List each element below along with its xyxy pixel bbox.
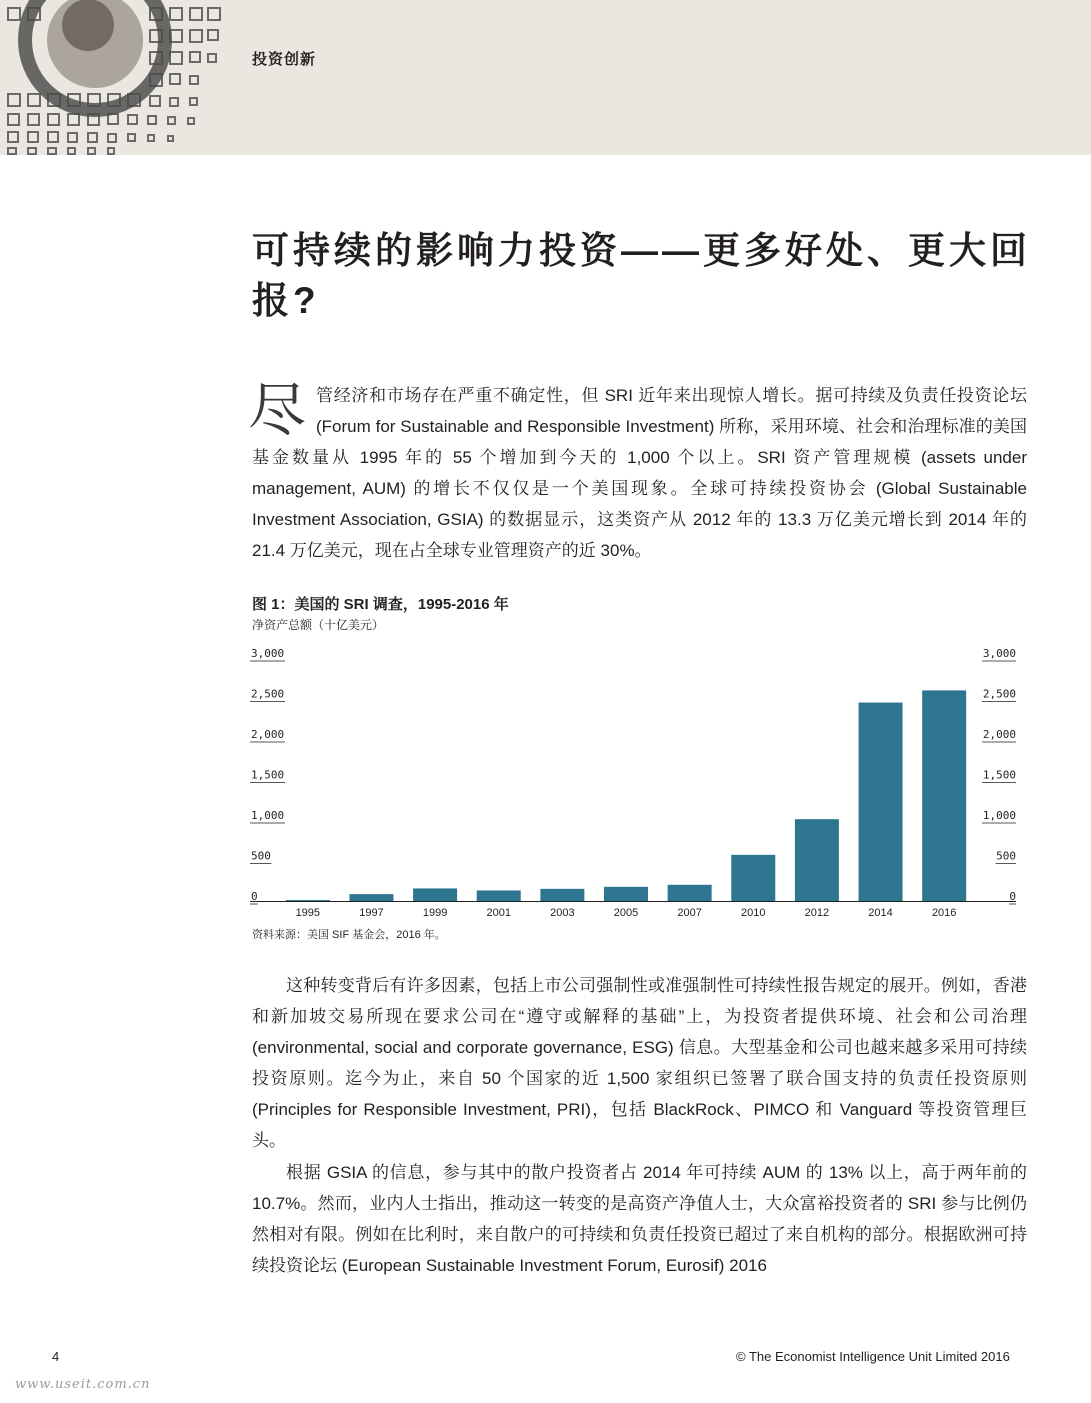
bar-2010 — [731, 855, 775, 901]
x-tick-label-1995: 1995 — [295, 907, 321, 919]
bar-2005 — [604, 887, 648, 901]
y-tick-label-right: 2,500 — [982, 687, 1016, 701]
copyright-notice: © The Economist Intelligence Unit Limited 2016 — [736, 1349, 1010, 1364]
y-tick-label-right: 1,500 — [982, 768, 1016, 782]
bar-1995 — [286, 900, 330, 901]
x-tick-label-2010: 2010 — [741, 907, 766, 919]
bar-2014 — [859, 703, 903, 901]
bar-2012 — [795, 819, 839, 901]
y-tick-label-left: 1,500 — [251, 768, 285, 782]
x-tick-label-2003: 2003 — [550, 907, 575, 919]
section-label: 投资创新 — [252, 51, 317, 68]
bar-1999 — [413, 888, 457, 901]
bar-2007 — [668, 885, 712, 901]
y-tick-label-right: 3,000 — [982, 647, 1016, 660]
x-tick-label-2001: 2001 — [486, 907, 511, 919]
article-title: 可持续的影响力投资——更多好处、更大回报? — [252, 230, 1031, 321]
watermark: www.useit.com.cn — [15, 1377, 151, 1392]
x-tick-label-2005: 2005 — [613, 907, 639, 919]
sri-bar-chart — [240, 640, 1030, 925]
bar-2001 — [477, 890, 521, 901]
x-tick-label-2014: 2014 — [868, 907, 893, 919]
y-tick-label-left: 0 — [251, 890, 258, 903]
bar-2016 — [922, 690, 966, 901]
y-tick-label-right: 500 — [996, 849, 1016, 863]
x-tick-label-2016: 2016 — [931, 907, 957, 919]
body-paragraph-2: 这种转变背后有许多因素，包括上市公司强制性或准强制性可持续性报告规定的展开。例如，香港和新加坡交易所现在要求公司在“遵守或解释的基础”上，为投资者提供环境、社会和公司治理 (environmental, social and corporate governance, ESG) 信息。大型基金和公司也越来越多采用可持续投资原则。迄今为止，来自 50 个国家的近 1,500 家组织已签署了联合国支持的负责任投资原则 (Principles for Responsible Investment, PRI)，包括 BlackRock、PIMCO 和 Vanguard 等投资管理巨头。 — [252, 976, 1027, 1150]
bar-2003 — [540, 889, 584, 901]
x-tick-label-1999: 1999 — [422, 907, 448, 919]
bar-1997 — [349, 894, 393, 901]
x-tick-label-2012: 2012 — [804, 907, 830, 919]
dropcap: 尽 — [248, 378, 307, 443]
intro-paragraph — [248, 378, 1027, 566]
page-number: 4 — [52, 1349, 60, 1364]
y-tick-label-left: 2,000 — [251, 728, 285, 741]
figure-source: 资料来源：美国 SIF 基金会，2016 年。 — [252, 929, 446, 941]
y-tick-label-right: 1,000 — [982, 809, 1016, 822]
y-tick-label-right: 0 — [1009, 890, 1016, 903]
header-decorative-image — [0, 0, 225, 155]
y-tick-label-left: 1,000 — [251, 809, 285, 822]
intro-paragraph-text: 管经济和市场存在严重不确定性，但 SRI 近年来出现惊人增长。据可持续及负责任投资论坛 (Forum for Sustainable and Responsible Investment) 所称，采用环境、社会和治理标准的美国基金数量从 1995 年的 55 个增加到今天的 1,000 个以上。SRI 资产管理规模 (assets under management, AUM) 的增长不仅仅是一个美国现象。全球可持续投资协会 (Global Sustainable Investment Association, GSIA) 的数据显示，这类资产从 2012 年的 13.3 万亿美元增长到 2014 年的 21.4 万亿美元，现在占全球专业管理资产的近 30%。 — [252, 386, 1027, 560]
body-paragraph-3: 根据 GSIA 的信息，参与其中的散户投资者占 2014 年可持续 AUM 的 13% 以上，高于两年前的 10.7%。然而，业内人士指出，推动这一转变的是高资产净值人士，大众富裕投资者的 SRI 参与比例仍然相对有限。例如在比利时，来自散户的可持续和负责任投资已超过了来自机构的部分。根据欧洲可持续投资论坛 (European Sustainable Investment Forum, Eurosif) 2016 — [252, 1163, 1027, 1275]
y-tick-label-left: 2,500 — [251, 687, 285, 701]
x-tick-label-1997: 1997 — [359, 907, 384, 919]
figure-title: 图 1：美国的 SRI 调查，1995-2016 年 — [252, 596, 509, 613]
y-tick-label-left: 500 — [251, 849, 271, 863]
figure-subtitle: 净资产总额（十亿美元） — [252, 618, 385, 632]
x-tick-label-2007: 2007 — [677, 907, 702, 919]
y-tick-label-left: 3,000 — [251, 647, 285, 660]
y-tick-label-right: 2,000 — [982, 728, 1016, 741]
